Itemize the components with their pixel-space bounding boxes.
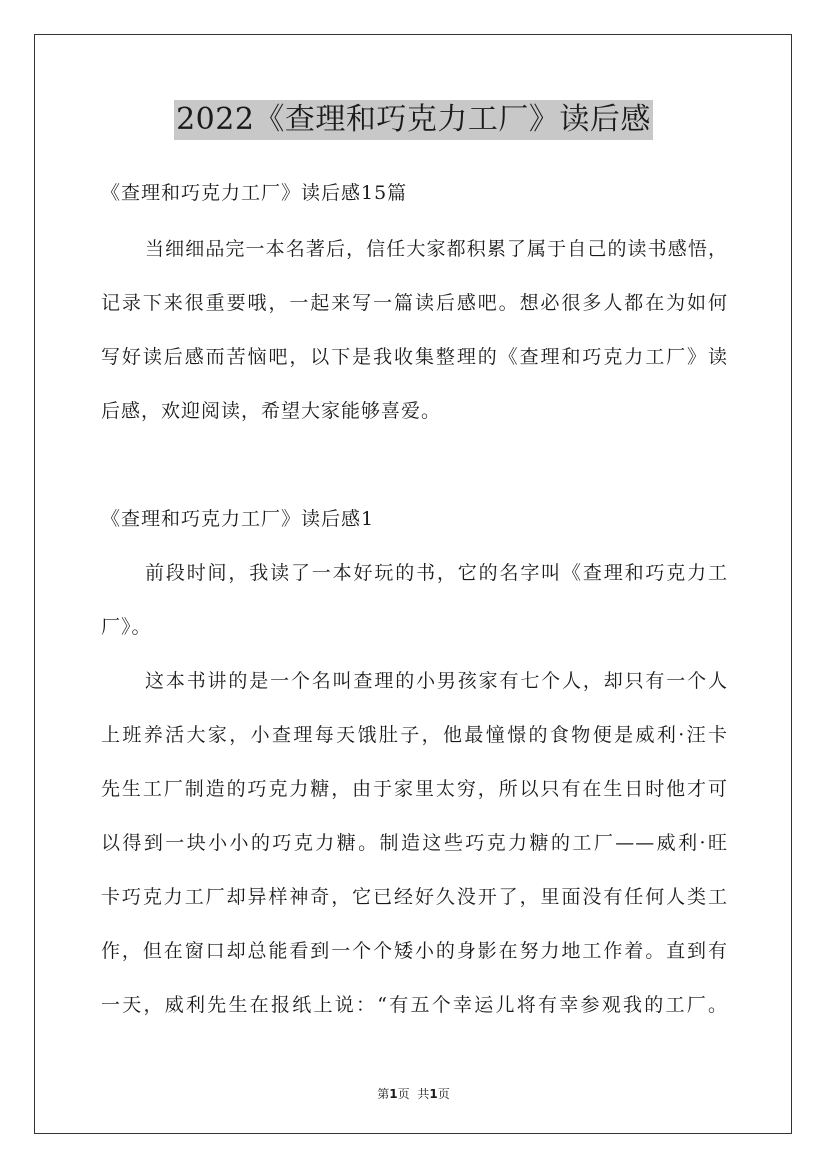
- para2-line: 上班养活大家，小查理每天饿肚子，他最憧憬的食物便是威利·汪卡: [101, 724, 728, 746]
- footer-page-suffix: 页: [397, 1087, 410, 1101]
- section-heading: 《查理和巧克力工厂》读后感1: [101, 508, 375, 530]
- intro-line: 后感，欢迎阅读，希望大家能够喜爱。: [101, 400, 442, 422]
- para2-line: 作，但在窗口却总能看到一个个矮小的身影在努力地工作着。直到有: [101, 940, 728, 962]
- para2-line: 一天，威利先生在报纸上说：“有五个幸运儿将有幸参观我的工厂。: [101, 994, 728, 1016]
- subtitle: 《查理和巧克力工厂》读后感15篇: [101, 182, 408, 204]
- footer-total-prefix: 共: [417, 1087, 430, 1101]
- para1-line: 前段时间，我读了一本好玩的书，它的名字叫《查理和巧克力工: [145, 562, 728, 584]
- para2-line: 这本书讲的是一个名叫查理的小男孩家有七个人，却只有一个人: [145, 670, 728, 692]
- para2-line: 先生工厂制造的巧克力糖，由于家里太穷，所以只有在生日时他才可: [101, 778, 728, 800]
- title-wrap: [0, 100, 827, 140]
- intro-line: 当细细品完一本名著后，信任大家都积累了属于自己的读书感悟，: [145, 238, 728, 260]
- footer-page-number: 1: [389, 1087, 398, 1101]
- intro-line: 写好读后感而苦恼吧，以下是我收集整理的《查理和巧克力工厂》读: [101, 346, 728, 368]
- para2-line: 卡巧克力工厂却异样神奇，它已经好久没开了，里面没有任何人类工: [101, 886, 728, 908]
- document-title: 2022《查理和巧克力工厂》读后感: [174, 100, 653, 140]
- para2-line: 以得到一块小小的巧克力糖。制造这些巧克力糖的工厂——威利·旺: [101, 832, 728, 854]
- footer-total-number: 1: [429, 1087, 438, 1101]
- footer-total-suffix: 页: [437, 1087, 450, 1101]
- page-footer: [0, 1085, 827, 1102]
- intro-line: 记录下来很重要哦，一起来写一篇读后感吧。想必很多人都在为如何: [101, 292, 728, 314]
- para1-line: 厂》。: [101, 616, 152, 638]
- footer-page-prefix: 第: [377, 1087, 390, 1101]
